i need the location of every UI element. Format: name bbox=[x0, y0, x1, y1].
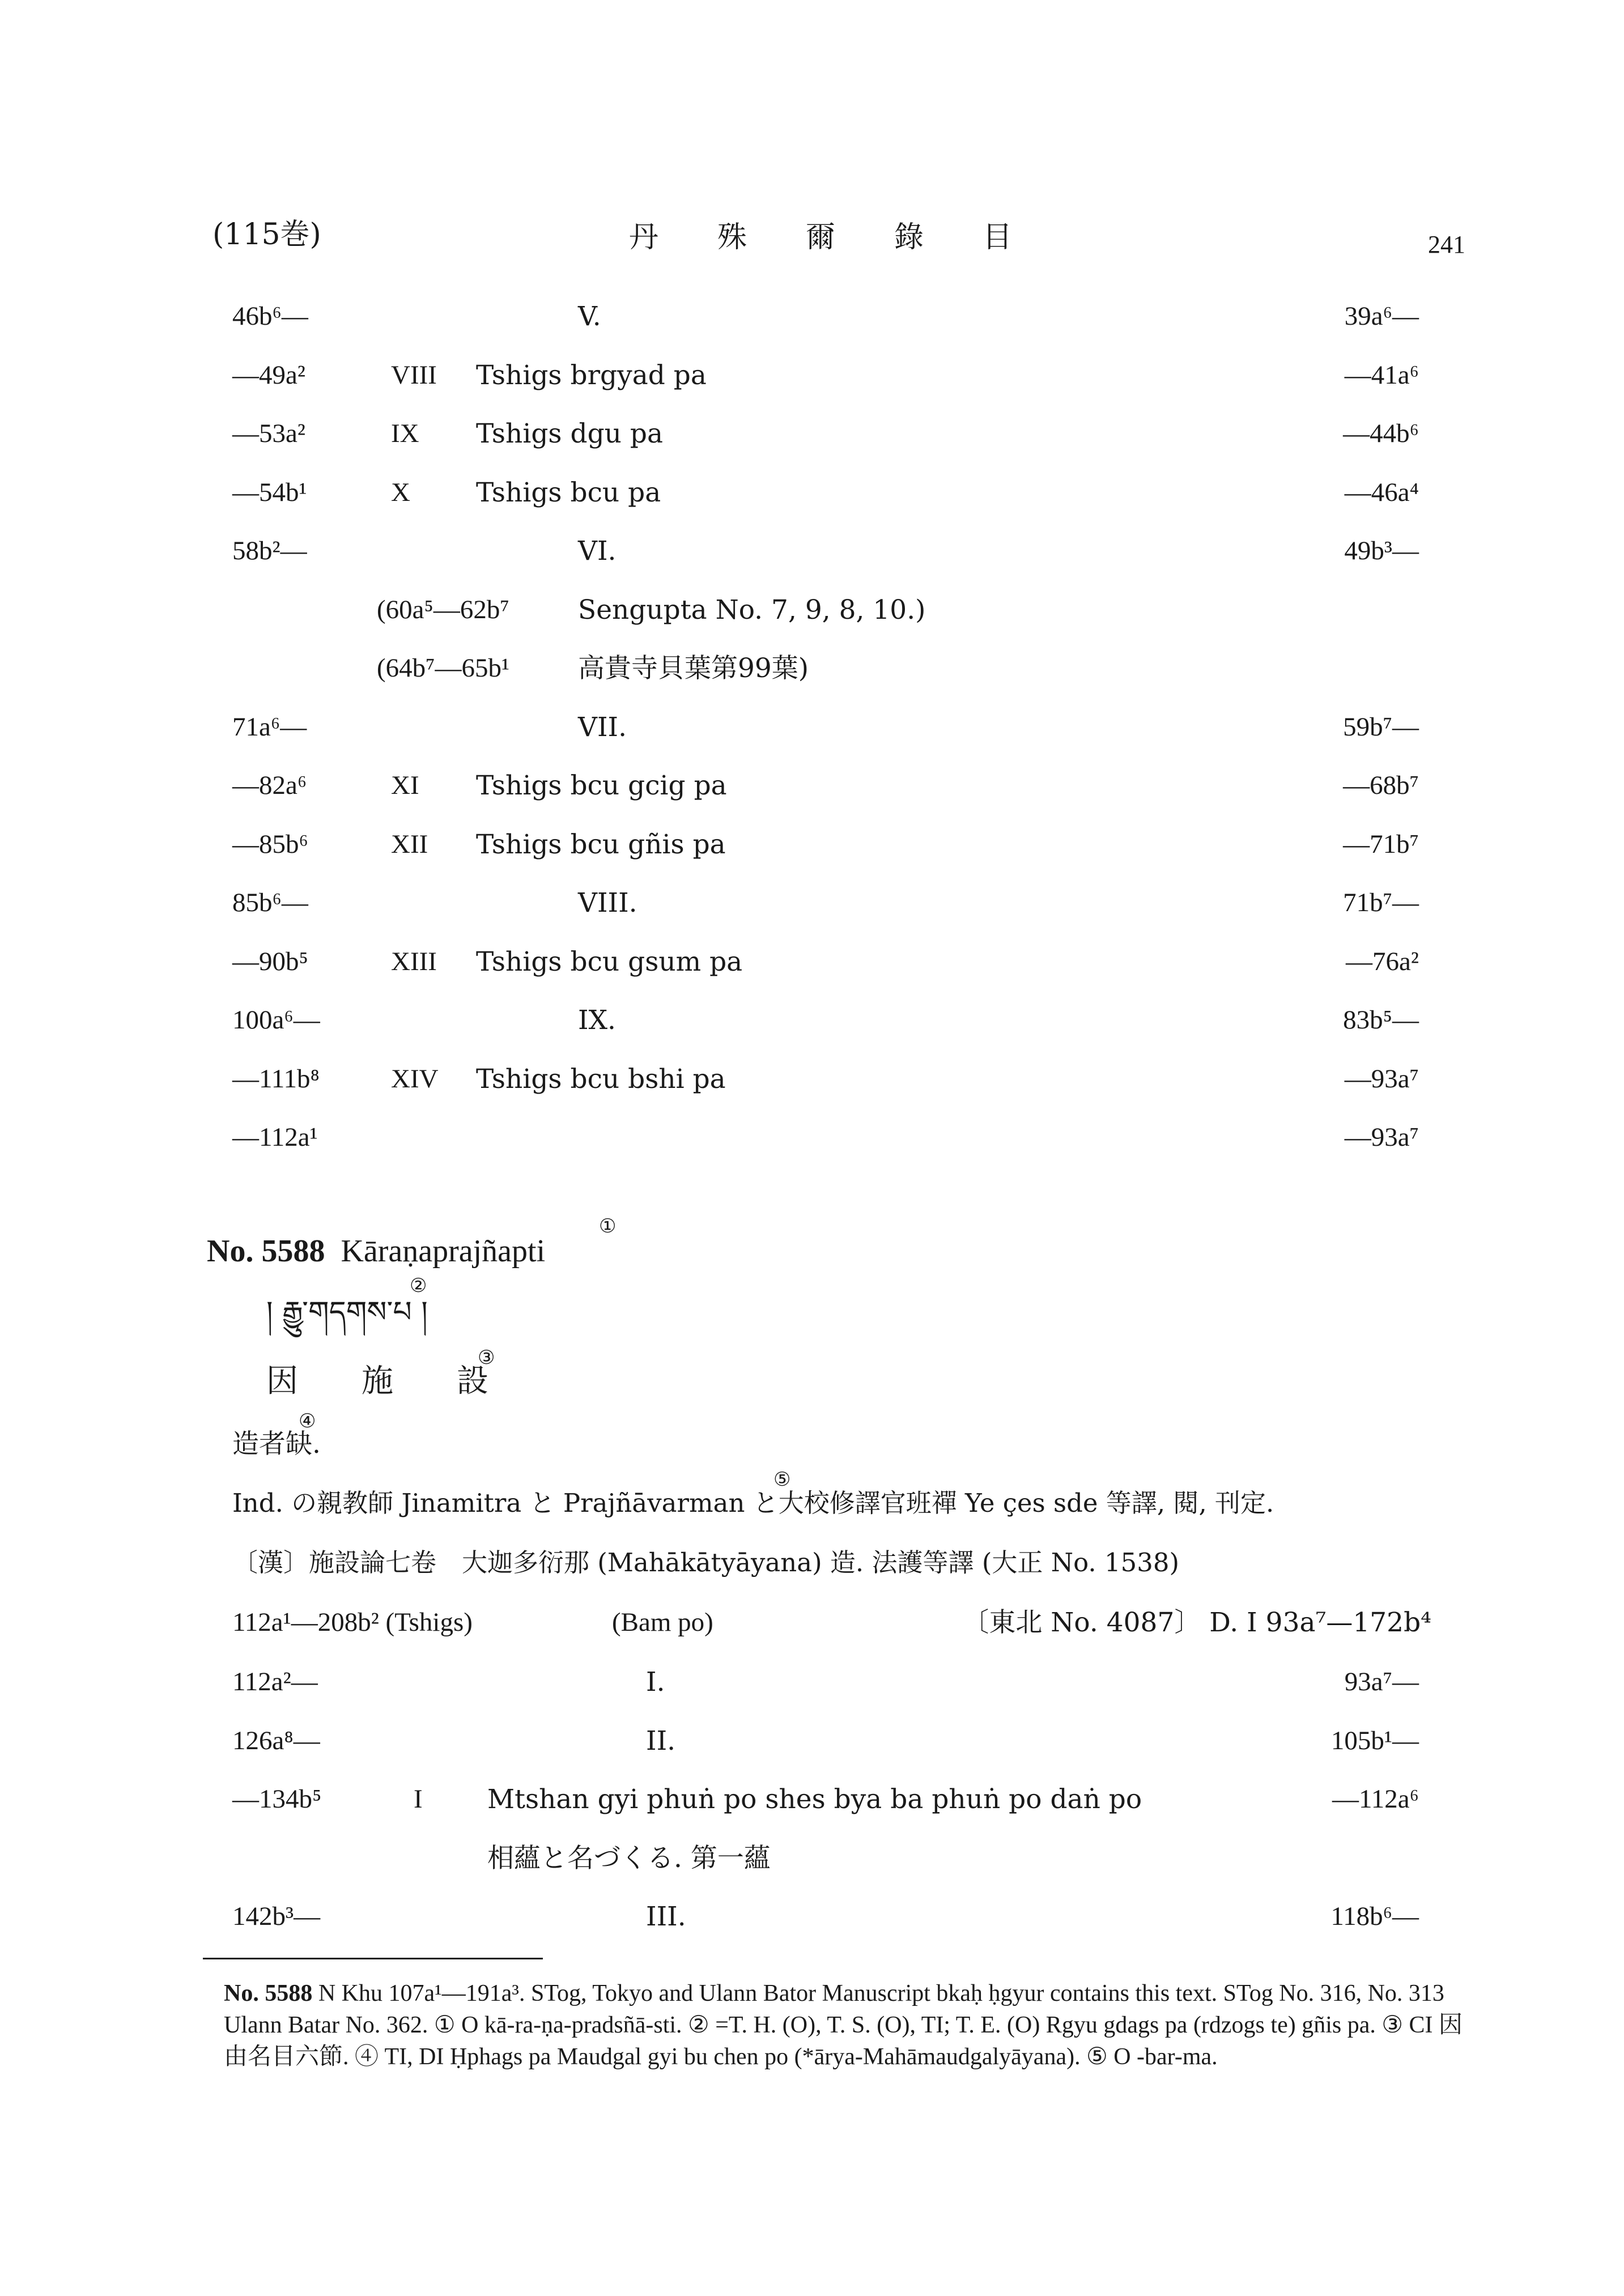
cell-chapter-number: VIII bbox=[391, 360, 437, 390]
footnote-rule bbox=[203, 1958, 543, 1959]
cell-folio-right: 59b⁷— bbox=[1343, 712, 1419, 742]
cell-folio-right: —76a² bbox=[1346, 946, 1419, 976]
note-marker-5: ⑤ bbox=[773, 1469, 791, 1490]
cell-folio-right: —93a⁷ bbox=[1344, 1064, 1419, 1094]
volume-label: (115巻) bbox=[212, 218, 321, 252]
footnote bbox=[224, 1978, 1465, 2073]
cell-bampo-heading: III. bbox=[646, 1901, 686, 1932]
cell-chapter-number: (60a⁵—62b⁷ bbox=[377, 594, 509, 624]
cell-bampo-heading: I. bbox=[646, 1666, 665, 1698]
cell-bampo-heading: V. bbox=[578, 301, 601, 332]
cell-bampo-heading: VII. bbox=[578, 711, 627, 743]
cell-bampo-heading: II. bbox=[646, 1725, 676, 1757]
note-marker-3: ③ bbox=[478, 1347, 495, 1368]
cell-bampo-heading: VIII. bbox=[578, 887, 637, 919]
cell-title: Tshigs bcu gsum pa bbox=[476, 946, 743, 977]
cell-title: Tshigs bcu gcig pa bbox=[476, 770, 727, 801]
bam-po-label: (Bam po) bbox=[612, 1608, 713, 1637]
cell-bampo-heading: IX. bbox=[578, 1005, 616, 1036]
cell-folio-right: 105b¹— bbox=[1330, 1725, 1419, 1755]
cell-folio-right: 39a⁶— bbox=[1344, 301, 1419, 331]
entry-heading bbox=[207, 1235, 545, 1267]
note-marker-2: ② bbox=[410, 1275, 427, 1296]
cell-folio-left: 142b³— bbox=[232, 1902, 321, 1931]
cell-title: Tshigs bcu bshi pa bbox=[476, 1063, 726, 1095]
cell-folio-left: —90b⁵ bbox=[232, 946, 308, 976]
cell-folio-left: —82a⁶ bbox=[232, 771, 307, 800]
cell-folio-right: 49b³— bbox=[1344, 536, 1419, 566]
cell-folio-right: 83b⁵— bbox=[1343, 1005, 1419, 1035]
cell-folio-right: —46a⁴ bbox=[1344, 477, 1419, 507]
page-title: 丹 殊 爾 錄 目 bbox=[629, 220, 1013, 254]
note-marker-4: ④ bbox=[299, 1411, 316, 1432]
cell-folio-left: —85b⁶ bbox=[232, 829, 308, 859]
cell-folio-right: —68b⁷ bbox=[1343, 771, 1419, 800]
entry-number: No. 5588 bbox=[207, 1234, 325, 1269]
cell-folio-right: 71b⁷— bbox=[1343, 888, 1419, 917]
cell-title: Mtshan gyi phuṅ po shes bya ba phuṅ po daṅ po bbox=[487, 1784, 1142, 1815]
tibetan-title: ། རྒྱུ་གདགས་པ ། bbox=[266, 1295, 428, 1329]
cell-folio-right: 118b⁶— bbox=[1330, 1902, 1419, 1931]
cell-bampo-heading: VI. bbox=[578, 535, 617, 567]
cell-title: 高貴寺貝葉第99葉) bbox=[578, 653, 809, 684]
range-line-left: 112a¹—208b² (Tshigs) bbox=[232, 1608, 473, 1637]
cell-folio-left: —53a² bbox=[232, 419, 305, 448]
cell-chapter-number: XIV bbox=[391, 1064, 439, 1094]
page-number: 241 bbox=[1428, 231, 1465, 258]
catalog-ref: 〔東北 No. 4087〕 D. I 93a⁷—172b⁴ bbox=[962, 1607, 1431, 1638]
note-marker-1: ① bbox=[599, 1216, 617, 1237]
footnote-label: No. 5588 bbox=[224, 1980, 313, 2006]
entry-title: Kāraṇaprajñapti bbox=[341, 1234, 546, 1269]
cell-folio-left: 71a⁶— bbox=[232, 712, 307, 742]
cell-chapter-number: XI bbox=[391, 771, 419, 800]
cell-folio-right: —71b⁷ bbox=[1343, 829, 1419, 859]
cell-title: Tshigs bcu pa bbox=[476, 477, 661, 508]
cell-chapter-number: IX bbox=[391, 419, 419, 448]
cell-folio-left: 46b⁶— bbox=[232, 301, 308, 331]
cell-chapter-number: X bbox=[391, 477, 410, 507]
cell-folio-left: —112a¹ bbox=[232, 1123, 318, 1152]
cell-folio-left: 85b⁶— bbox=[232, 888, 308, 917]
cell-title: Tshigs brgyad pa bbox=[476, 359, 707, 391]
cell-title: Tshigs bcu gñis pa bbox=[476, 828, 726, 860]
cell-folio-right: —41a⁶ bbox=[1344, 360, 1419, 390]
cell-folio-right: —93a⁷ bbox=[1344, 1123, 1419, 1152]
cell-folio-left: —49a² bbox=[232, 360, 305, 390]
cell-chapter-number: XII bbox=[391, 829, 428, 859]
footnote-text: N Khu 107a¹—191a³. STog, Tokyo and Ulann Bator Manuscript bkaḥ ḥgyur contains this text. STog No. 316, No. 313 Ulann Batar No. 362. ① O kā-ra-ṇa-pradsñā-sti. ② =T. H. (O), T. S. (O), TI; T. E. (O) Rgyu gdags pa (rdzogs te) gñis pa. ③ CI 因由名目六節. ④ TI, DI Ḥphags pa Maudgal gyi bu chen po (*ārya-Mahāmaudgalyāyana). ⑤ O -bar-ma. bbox=[224, 1980, 1463, 2070]
cell-title: Tshigs dgu pa bbox=[476, 418, 663, 449]
translators-line: Ind. の親教師 Jinamitra と Prajñāvarman と大校修譯官班禪 Ye çes sde 等譯, 閱, 刊定. bbox=[232, 1488, 1274, 1518]
cell-folio-left: —54b¹ bbox=[232, 477, 307, 507]
cell-chapter-number: (64b⁷—65b¹ bbox=[377, 653, 510, 683]
cell-title: Sengupta No. 7, 9, 8, 10.) bbox=[578, 594, 926, 626]
cell-folio-left: —134b⁵ bbox=[232, 1784, 322, 1814]
cell-title: 相蘊と名づくる. 第一蘊 bbox=[487, 1842, 771, 1874]
cell-chapter-number: XIII bbox=[391, 946, 437, 976]
cell-folio-right: 93a⁷— bbox=[1344, 1667, 1419, 1697]
cell-folio-right: —44b⁶ bbox=[1343, 419, 1419, 448]
cell-chapter-number: I bbox=[414, 1784, 423, 1814]
cell-folio-left: 126a⁸— bbox=[232, 1725, 320, 1755]
cell-folio-left: 58b²— bbox=[232, 536, 307, 566]
cell-folio-left: —111b⁸ bbox=[232, 1064, 320, 1094]
cell-folio-right: —112a⁶ bbox=[1332, 1784, 1419, 1814]
chinese-parallel-line: 〔漢〕施設論七卷 大迦多衍那 (Mahākātyāyana) 造. 法護等譯 (大正 No. 1538) bbox=[232, 1547, 1180, 1578]
chinese-title: 因 施 設 bbox=[266, 1363, 488, 1400]
cell-folio-left: 112a²— bbox=[232, 1667, 318, 1697]
cell-folio-left: 100a⁶— bbox=[232, 1005, 320, 1035]
author-line: 造者缺. bbox=[232, 1428, 321, 1460]
